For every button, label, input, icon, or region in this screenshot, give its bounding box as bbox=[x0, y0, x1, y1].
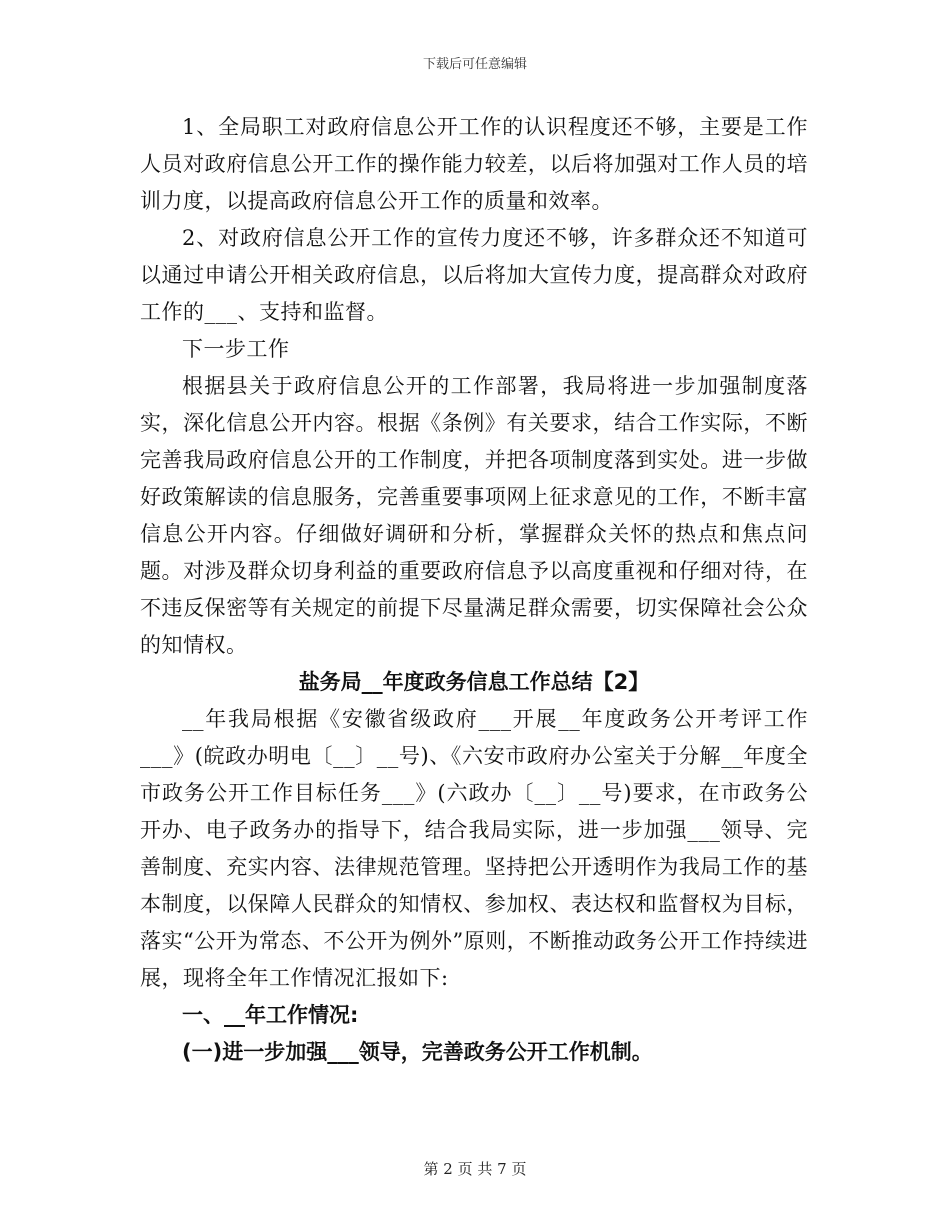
heading-subsection-1: (一)进一步加强___领导，完善政务公开工作机制。 bbox=[182, 1040, 653, 1064]
page-header-note: 下载后可任意编辑 bbox=[422, 57, 527, 72]
next-step-heading: 下一步工作 bbox=[182, 337, 290, 361]
document-body bbox=[140, 109, 808, 1071]
paragraph-next-step: 根据县关于政府信息公开的工作部署，我局将进一步加强制度落实，深化信息公开内容。根据《条例》有关要求，结合工作实际，不断完善我局政府信息公开的工作制度，并把各项制度落到实处。进一步做好政策解读的信息服务，完善重要事项网上征求意见的工作，不断丰富信息公开内容。仔细做好调研和分析，掌握群众关怀的热点和焦点问题。对涉及群众切身利益的重要政府信息予以高度重视和仔细对待，在不违反保密等有关规定的前提下尽量满足群众需要，切实保障社会公众的知情权。 bbox=[140, 374, 808, 657]
paragraph-problem-1: 1、全局职工对政府信息公开工作的认识程度还不够，主要是工作人员对政府信息公开工作的操作能力较差，以后将加强对工作人员的培训力度，以提高政府信息公开工作的质量和效率。 bbox=[140, 115, 808, 213]
paragraph-problem-2: 2、对政府信息公开工作的宣传力度还不够，许多群众还不知道可以通过申请公开相关政府信息，以后将加大宣传力度，提高群众对政府工作的___、支持和监督。 bbox=[140, 226, 808, 324]
page-number: 第 2 页 共 7 页 bbox=[423, 1160, 527, 1178]
section-title: 盐务局__年度政务信息工作总结【2】 bbox=[298, 670, 650, 694]
heading-work-status: 一、__年工作情况: bbox=[182, 1003, 359, 1027]
paragraph-intro: __年我局根据《安徽省级政府___开展__年度政务公开考评工作___》(皖政办明电〔__〕__号)、《六安市政府办公室关于分解__年度全市政务公开工作目标任务___》(六政办〔__〕__号)要求，在市政务公开办、电子政务办的指导下，结合我局实际，进一步加强___领导、完善制度、充实内容、法律规范管理。坚持把公开透明作为我局工作的基本制度，以保障人民群众的知情权、参加权、表达权和监督权为目标，落实“公开为常态、不公开为例外”原则，不断推动政务公开工作持续进展，现将全年工作情况汇报如下: bbox=[140, 707, 808, 990]
